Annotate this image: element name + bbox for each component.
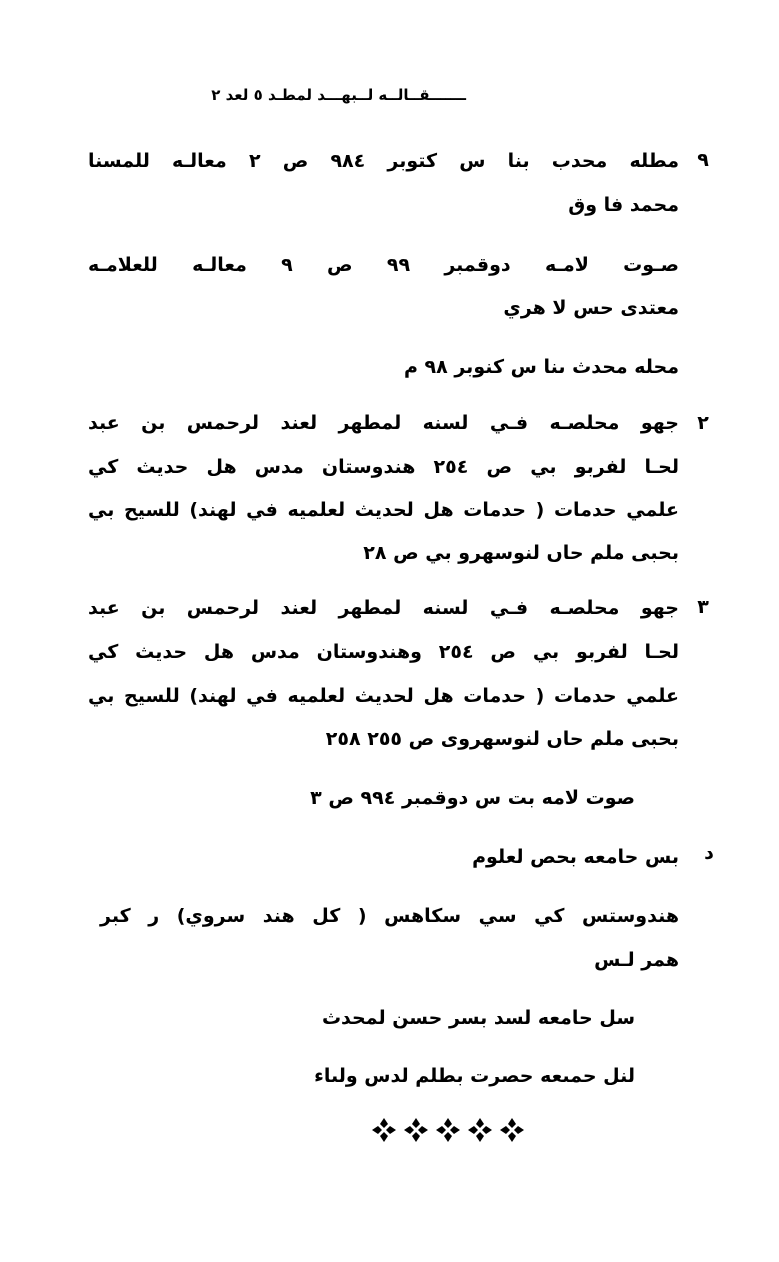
ornament-glyph <box>436 1118 460 1142</box>
footnote-line: هندوستس كي سي سكاهس ( كل هند سروي) ر كبر <box>100 905 679 927</box>
footnote-line: معتدى حس لا هري <box>503 297 679 319</box>
footnote-line: جهو محلصـه فـي لسنه لمطهر لعند لرحمس بن عبد <box>88 597 679 619</box>
footnote-line: لنل حمىعه حصرت بطلم لدس ولىاء <box>314 1065 635 1087</box>
footnote-line: علمي حدمات ( حدمات هل لحديث لعلميه في لهند) للسيح بي <box>88 685 679 707</box>
footnote-number: ٩ <box>697 149 709 171</box>
ornament-glyph <box>500 1118 524 1142</box>
footnote-line: بحبى ملم حاں لنوسهروى ص ٢٥٥ ٢٥٨ <box>325 728 679 750</box>
footnote-number: ٣ <box>697 596 709 618</box>
footnote-line: محمد فا وق <box>568 194 679 216</box>
footnote-line: جهو محلصـه فـي لسنه لمطهر لعند لرحمس بن عبد <box>88 412 679 434</box>
footnote-line: لحـا لفربو بي ص ٢٥٤ وهندوستان مدس هل حديث كي <box>88 641 679 663</box>
ornament-glyph <box>404 1118 428 1142</box>
footnote-line: سل حامعه لسد بسر حسن لمحدث <box>321 1007 635 1029</box>
footnote-line: همر لـس <box>594 949 679 971</box>
footnote-line: مطله محدب بنا س كتوبر ٩٨٤ ص ٢ معالـه للمسنا <box>88 150 680 172</box>
footnote-line: بحبى ملم حاں لنوسهرو بي ص ٢٨ <box>363 542 679 564</box>
footnote-line: لحـا لفربو بي ص ٢٥٤ هندوستان مدس هل حديث كي <box>88 456 679 478</box>
running-header: ـــــــقــالــه لــبهـــد لمطـد ٥ لعد ٢ <box>211 86 466 104</box>
footnote-number: ٢ <box>697 412 709 434</box>
footnote-line: محله محدث ىنا س كنوبر ٩٨ م <box>404 356 679 378</box>
footnote-line: بس حامعه بحص لعلوم <box>472 846 679 868</box>
footnote-line: صـوت لامـه دوقمبر ٩٩ ص ٩ معالـه للعلامـه <box>88 254 679 276</box>
ornament-divider <box>368 1113 530 1147</box>
footnote-line: علمي حدمات ( حدمات هل لحديث لعلميه في لهند) للسيح بي <box>88 499 679 521</box>
ornament-glyph <box>468 1118 492 1142</box>
footnote-line: صوت لامه بت س دوقمبر ٩٩٤ ص ٣ <box>310 787 635 809</box>
ornament-glyph <box>372 1118 396 1142</box>
footnote-number: د <box>704 842 714 864</box>
